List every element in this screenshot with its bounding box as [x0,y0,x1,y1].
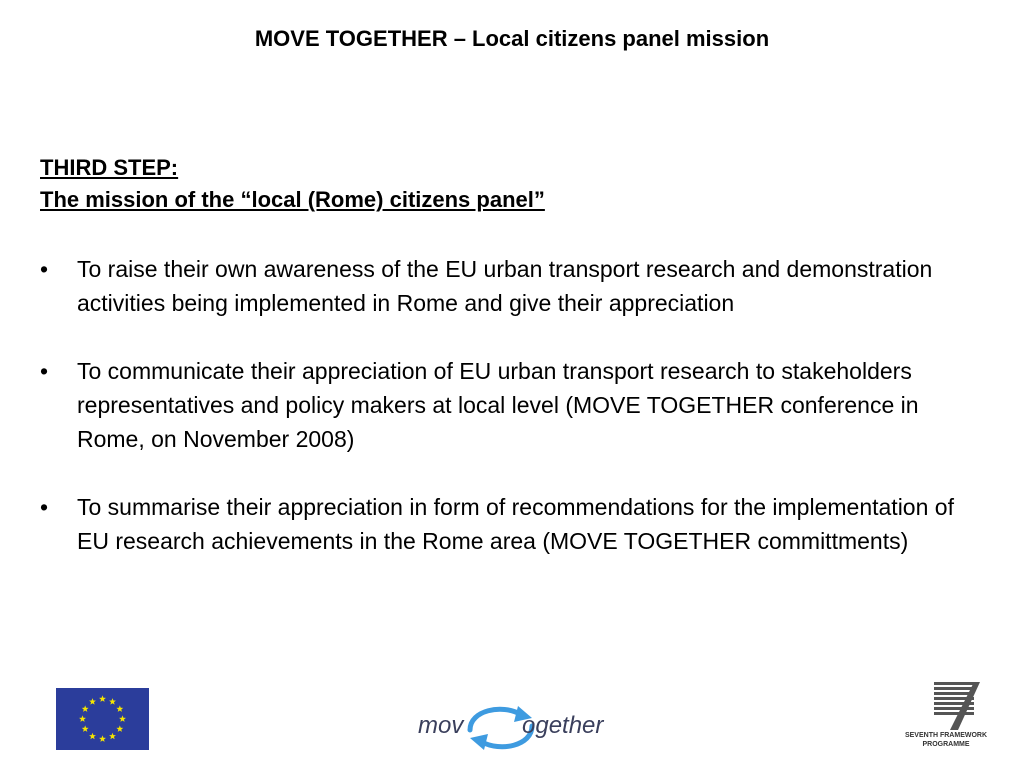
move-together-logo [418,698,618,756]
bullet-item [40,252,990,320]
logo-text-right: ogether [522,712,604,739]
bullet-item [40,490,990,558]
step-label: THIRD STEP: [40,155,179,180]
bullet-icon: • [40,358,49,384]
eu-flag-icon [56,688,149,750]
logo-text-left: mov [418,712,464,739]
bullet-text: To summarise their appreciation in form of recommendations for the implementation of EU research achievements in the Rome area (MOVE TOGETHER committments) [77,494,954,554]
bullet-text: To communicate their appreciation of EU urban transport research to stakeholders representatives and policy makers at local level (MOVE TOGETHER conference in Rome, on November 2008) [77,358,919,452]
bullet-icon: • [40,256,49,282]
section-heading [40,152,545,216]
mission-bullet-list [40,252,990,592]
seven-icon [900,680,992,732]
mission-subtitle: The mission of the “local (Rome) citizens panel” [40,187,545,212]
fp7-logo [900,680,992,752]
slide-title: MOVE TOGETHER – Local citizens panel mission [254,26,770,51]
bullet-text: To raise their own awareness of the EU urban transport research and demonstration activities being implemented in Rome and give their appreciation [77,256,933,316]
fp7-caption-line1: SEVENTH FRAMEWORK [904,732,988,739]
bullet-item [40,354,990,456]
bullet-icon: • [40,494,49,520]
fp7-caption-line2: PROGRAMME [922,741,970,748]
